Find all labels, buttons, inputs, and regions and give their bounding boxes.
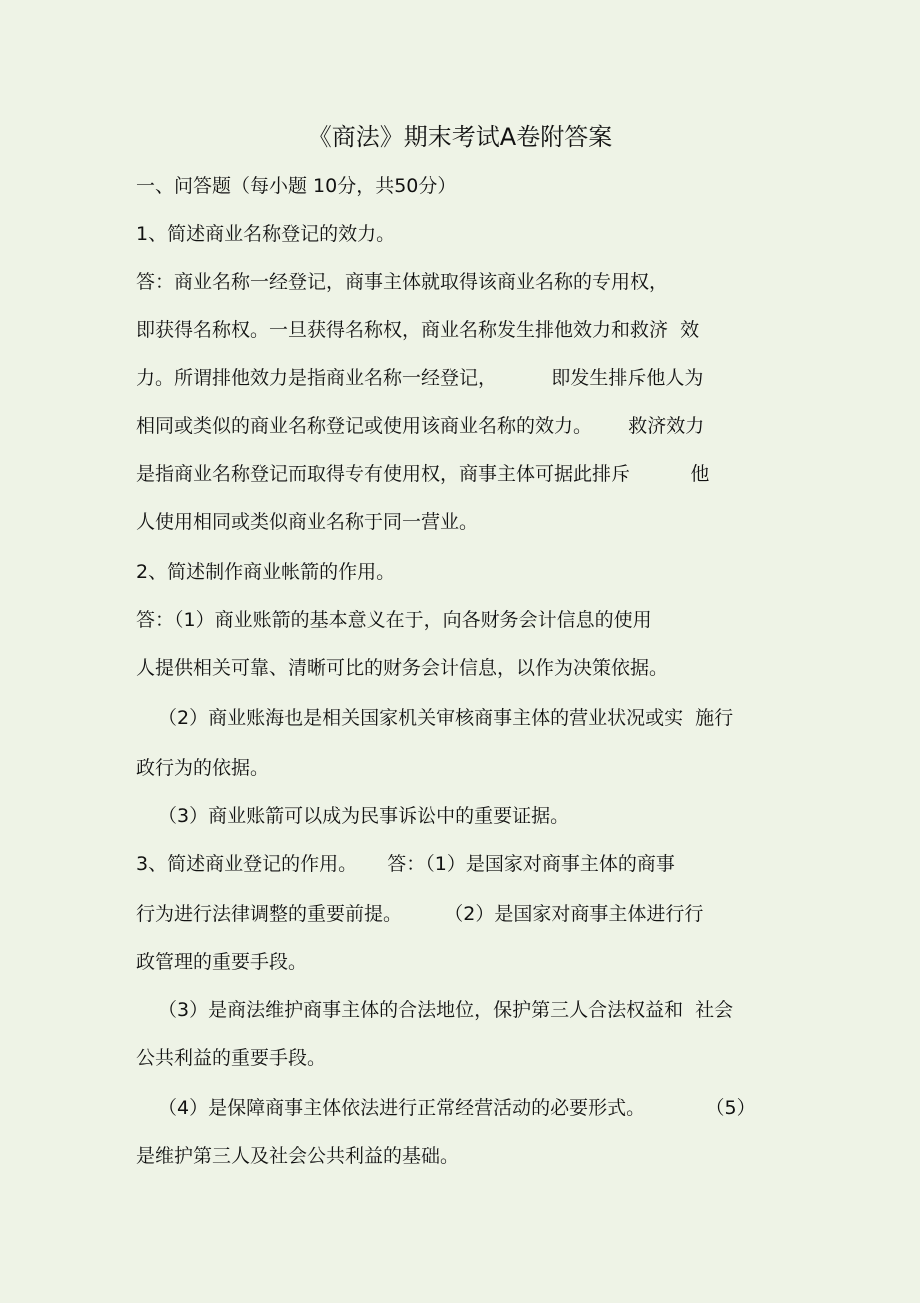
answer-line: 相同或类似的商业名称登记或使用该商业名称的效力。 救济效力	[136, 415, 705, 437]
answer-line: 答：商业名称一经登记，商事主体就取得该商业名称的专用权，	[136, 271, 669, 293]
answer-line: 行为进行法律调整的重要前提。 （2）是国家对商事主体进行行	[136, 903, 704, 925]
answer-line: （4）是保障商事主体依法进行正常经营活动的必要形式。 （5）	[158, 1097, 756, 1119]
answer-line: 政行为的依据。	[136, 757, 270, 779]
answer-line: 政管理的重要手段。	[136, 951, 308, 973]
answer-line: 是指商业名称登记而取得专有使用权，商事主体可据此排斥 他	[136, 463, 710, 485]
answer-line: 答：（1）商业账箭的基本意义在于，向各财务会计信息的使用	[136, 609, 652, 631]
document-title: 《商法》期末考试A卷附答案	[307, 123, 613, 151]
answer-line: 是维护第三人及社会公共利益的基础。	[136, 1145, 460, 1167]
answer-line: 即获得名称权。一旦获得名称权，商业名称发生排他效力和救济 效	[136, 319, 700, 341]
answer-line: 公共利益的重要手段。	[136, 1047, 327, 1069]
question-2: 2、简述制作商业帐箭的作用。	[136, 561, 396, 583]
question-1: 1、简述商业名称登记的效力。	[136, 223, 396, 245]
answer-line: 力。所谓排他效力是指商业名称一经登记， 即发生排斥他人为	[136, 367, 704, 389]
answer-line: 人使用相同或类似商业名称于同一营业。	[136, 511, 479, 533]
answer-line: （2）商业账海也是相关国家机关审核商事主体的营业状况或实 施行	[158, 707, 734, 729]
answer-line: （3）是商法维护商事主体的合法地位，保护第三人合法权益和 社会	[158, 999, 734, 1021]
question-3: 3、简述商业登记的作用。 答：（1）是国家对商事主体的商事	[136, 853, 675, 875]
answer-line: 人提供相关可靠、清晰可比的财务会计信息，以作为决策依据。	[136, 657, 669, 679]
answer-line: （3）商业账箭可以成为民事诉讼中的重要证据。	[158, 805, 570, 827]
section-heading: 一、问答题（每小题 10分，共50分）	[136, 175, 457, 197]
